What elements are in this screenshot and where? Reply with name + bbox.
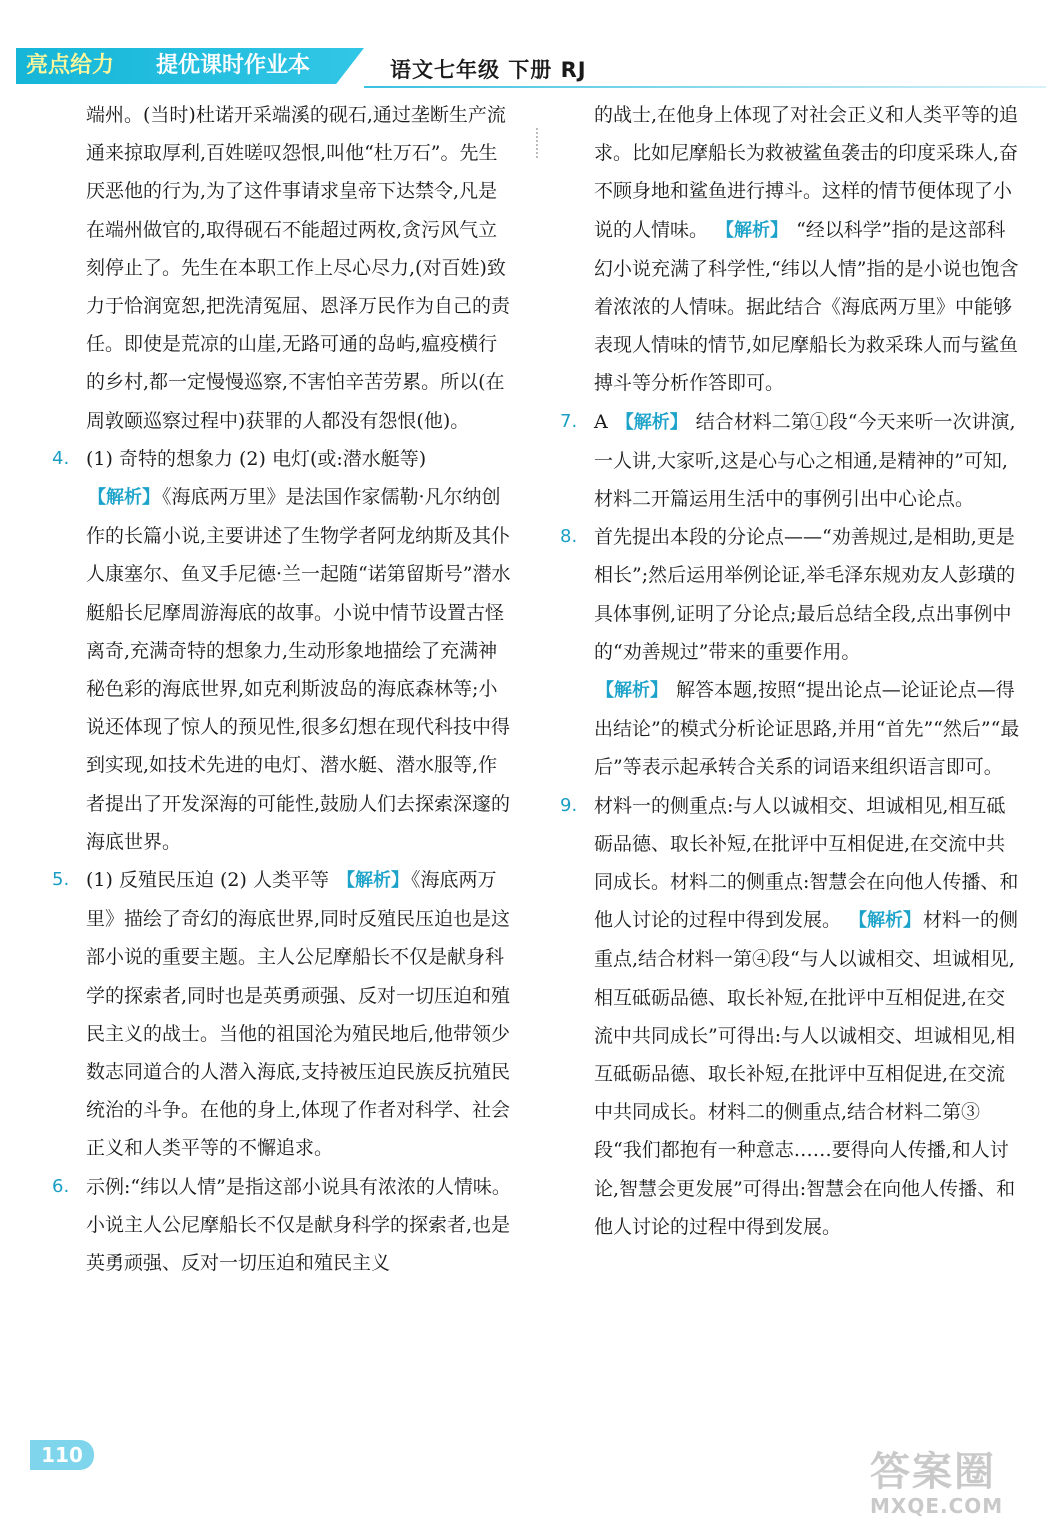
- series-name: 亮点给力: [26, 53, 115, 78]
- analysis-text: “经以科学”指的是这部科幻小说充满了科学性,“纬以人情”指的是小说也饱含着浓浓的人情味。据此结合《海底两万里》中能够表现人情味的情节,如尼摩船长为救采珠人而与鲨鱼搏斗等分析作答即可。: [594, 218, 1019, 395]
- header-rule: [364, 86, 1046, 88]
- answer-item-6: [52, 1168, 516, 1283]
- analysis-text: 《海底两万里》是法国作家儒勒·凡尔纳创作的长篇小说,主要讲述了生物学者阿龙纳斯及其仆人康塞尔、鱼叉手尼德·兰一起随“诺第留斯号”潜水艇船长尼摩周游海底的故事。小说中情节设置古怪离奇,充满奇特的想象力,生动形象地描绘了充满神秘色彩的海底世界,如克利斯波岛的海底森林等;小说还体现了惊人的预见性,很多幻想在现代科技中得到实现,如技术先进的电灯、潜水艇、潜水服等,作者提出了开发深海的可能性,鼓励人们去探索深邃的海底世界。: [86, 486, 511, 853]
- watermark: [860, 1440, 1030, 1520]
- answer-item-7: [560, 403, 1022, 519]
- answer-text: 示例:“纬以人情”是指这部小说具有浓浓的人情味。小说主人公尼摩船长不仅是献身科学的探索者,也是英勇顽强、反对一切压迫和殖民主义: [86, 1175, 511, 1275]
- answer-text: (1) 奇特的想象力 (2) 电灯(或:潜水艇等): [86, 447, 427, 470]
- analysis-text: 材料一的侧重点,结合材料一第④段“与人以诚相交、坦诚相见,相互砥砺品德、取长补短,在批评中互相促进,在交流中共同成长”可得出:与人以诚相交、坦诚相见,相互砥砺品德、取长补短,在批评中互相促进,在交流中共同成长。材料二的侧重点,结合材料二第③段“我们都抱有一种意志……要得向人传播,和人讨论,智慧会更发展”可得出:智慧会在向他人传播、和他人讨论的过程中得到发展。: [594, 909, 1019, 1238]
- page-number: 110: [30, 1440, 94, 1470]
- analysis-tag: 【解析】: [716, 219, 789, 241]
- page-header: [0, 0, 1046, 92]
- answer-text: (1) 反殖民压迫 (2) 人类平等: [86, 869, 335, 892]
- analysis-text: 解答本题,按照“提出论点—论证论点—得出结论”的模式分析论证思路,并用“首先”“然后”“最后”等表示起承转合关系的词语来组织语言即可。: [594, 679, 1020, 779]
- item-number: 6.: [52, 1175, 70, 1197]
- book-title: 提优课时作业本: [156, 53, 311, 78]
- item-number: 9.: [560, 794, 578, 816]
- answer-item-5: [52, 861, 516, 1168]
- analysis-text: 结合材料二第①段“今天来听一次讲演,一人讲,大家听,这是心与心之相通,是精神的”可知,材料二开篇运用生活中的事例引出中心论点。: [594, 410, 1016, 511]
- analysis-tag: 【解析】: [596, 680, 668, 702]
- translation-continuation: 端州。(当时)杜诺开采端溪的砚石,通过垄断生产流通来掠取厚利,百姓嗟叹怨恨,叫他“杜万石”。先生厌恶他的行为,为了这件事请求皇帝下达禁令,凡是在端州做官的,取得砚石不能超过两枚,贪污风气立刻停止了。先生在本职工作上尽心尽力,(对百姓)致力于恰润宽恕,把洗清冤屈、恩泽万民作为自己的责任。即使是荒凉的山崖,无路可通的岛屿,瘟疫横行的乡村,都一定慢慢巡察,不害怕辛苦劳累。所以(在周敦颐巡察过程中)获罪的人都没有怨恨(他)。: [86, 104, 511, 432]
- analysis-tag: 【解析】: [88, 487, 160, 509]
- answer-text: A: [594, 410, 614, 433]
- item-number: 7.: [560, 410, 578, 432]
- left-column: [52, 96, 516, 1282]
- analysis-tag: 【解析】: [849, 910, 922, 932]
- watermark-logo: 答案圈: [870, 1449, 996, 1495]
- item-number: 5.: [52, 869, 70, 891]
- subject-grade: 语文七年级 下册 RJ: [390, 58, 587, 82]
- item-number: 8.: [560, 526, 578, 548]
- item-number: 4.: [52, 447, 70, 469]
- answer-item-6-continued: [560, 96, 1022, 403]
- answer-text: 的战士,在他身上体现了对社会正义和人类平等的追求。比如尼摩船长为救被鲨鱼袭击的印度采珠人,奋不顾身地和鲨鱼进行搏斗。这样的情节便体现了小说的人情味。: [594, 104, 1019, 241]
- watermark-url: MXQE.COM: [870, 1494, 1004, 1518]
- analysis-tag: 【解析】: [615, 411, 688, 433]
- column-divider: [536, 128, 540, 158]
- answer-item-9: [560, 787, 1022, 1246]
- answer-text: 首先提出本段的分论点——“劝善规过,是相助,更是相长”;然后运用举例论证,举毛泽东规劝友人彭璜的具体事例,证明了分论点;最后总结全段,点出事例中的“劝善规过”带来的重要作用。: [594, 526, 1016, 663]
- right-column: [560, 96, 1022, 1246]
- analysis-tag: 【解析】: [337, 870, 409, 892]
- answer-text: 材料一的侧重点:与人以诚相交、坦诚相见,相互砥砺品德、取长补短,在批评中互相促进,在交流中共同成长。材料二的侧重点:智慧会在向他人传播、和他人讨论的过程中得到发展。: [594, 794, 1019, 932]
- answer-item-8: [560, 518, 1022, 786]
- analysis-text: 《海底两万里》描绘了奇幻的海底世界,同时反殖民压迫也是这部小说的重要主题。主人公尼摩船长不仅是献身科学的探索者,同时也是英勇顽强、反对一切压迫和殖民主义的战士。当他的祖国沦为殖民地后,他带领少数志同道合的人潜入海底,支持被压迫民族反抗殖民统治的斗争。在他的身上,体现了作者对科学、社会正义和人类平等的不懈追求。: [86, 869, 511, 1160]
- answer-item-4: [52, 440, 516, 861]
